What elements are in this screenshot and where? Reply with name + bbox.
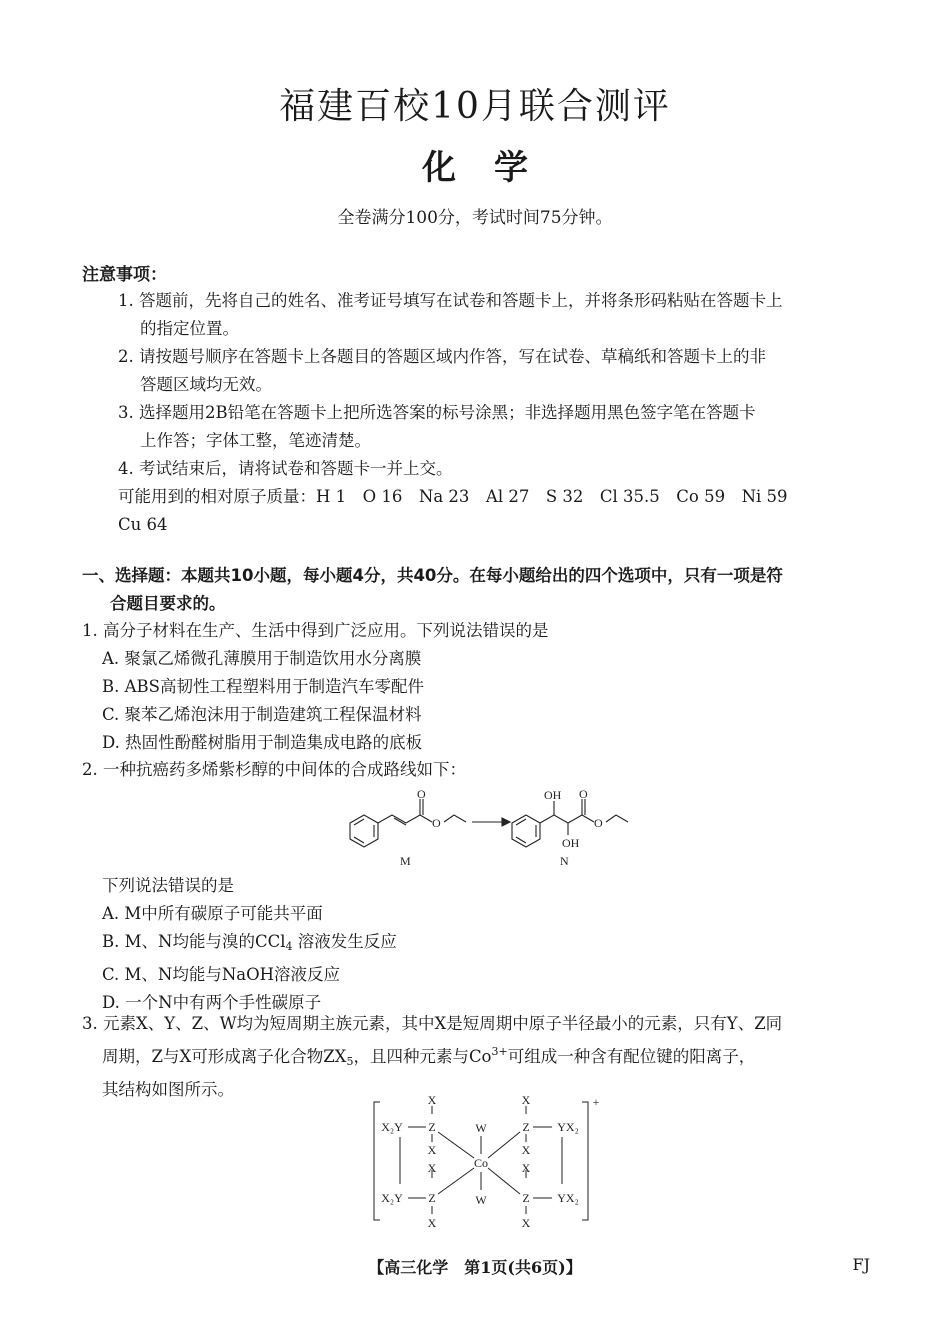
atom-x-bottom-left: X xyxy=(427,1216,437,1230)
ion-charge: + xyxy=(592,1095,600,1109)
question-1-option-a: A. 聚氯乙烯微孔薄膜用于制造饮用水分离膜 xyxy=(102,649,422,668)
question-1-stem: 1. 高分子材料在生产、生活中得到广泛应用。下列说法错误的是 xyxy=(82,621,549,640)
question-1-option-b: B. ABS高韧性工程塑料用于制造汽车零配件 xyxy=(102,677,424,696)
atom-x-top-right: X xyxy=(521,1093,531,1107)
question-3-line2-mid: ，且四种元素与Co xyxy=(353,1047,492,1066)
question-2-option-b-post: 溶液发生反应 xyxy=(297,932,397,951)
atom-x-top-left: X xyxy=(427,1093,437,1107)
molecule-m-label: M xyxy=(400,854,411,868)
atomic-masses-line2: Cu 64 xyxy=(118,515,168,534)
atom-z-upper-right: Z xyxy=(522,1120,530,1134)
molecule-n-ester-o: O xyxy=(594,816,603,830)
question-3-line1: 3. 元素X、Y、Z、W均为短周期主族元素，其中X是短周期中原子半径最小的元素，只有Y、Z同 xyxy=(82,1014,783,1033)
question-3-line2-post: 可组成一种含有配位键的阳离子， xyxy=(507,1047,756,1066)
question-2-question: 下列说法错误的是 xyxy=(102,876,234,895)
atomic-masses-line1: 可能用到的相对原子质量：H 1 O 16 Na 23 Al 27 S 32 Cl 35.5 Co 59 Ni 59 xyxy=(118,487,788,506)
atom-x-mid-left-2: X xyxy=(427,1161,437,1175)
question-1-option-c: C. 聚苯乙烯泡沫用于制造建筑工程保温材料 xyxy=(102,705,422,724)
question-2-option-d: D. 一个N中有两个手性碳原子 xyxy=(102,993,322,1012)
synthesis-route-figure xyxy=(340,785,640,875)
question-2-body xyxy=(82,872,877,1017)
notice-heading: 注意事项： xyxy=(82,265,167,285)
section-one-heading xyxy=(82,562,877,618)
atom-z-lower-right: Z xyxy=(522,1191,530,1205)
question-2-option-b-sub: 4 xyxy=(285,940,293,953)
molecule-m-ester-o: O xyxy=(432,816,441,830)
notice-item-2-line1: 2. 请按题号顺序在答题卡上各题目的答题区域内作答，写在试卷、草稿纸和答题卡上的非 xyxy=(118,347,766,366)
section-one-line1: 一、选择题：本题共10小题，每小题4分，共40分。在每小题给出的四个选项中，只有一项是符 xyxy=(82,566,783,585)
question-3-line3: 其结构如图所示。 xyxy=(102,1080,234,1099)
notice-item-1-line1: 1. 答题前，先将自己的姓名、准考证号填写在试卷和答题卡上，并将条形码粘贴在答题卡上 xyxy=(118,291,783,310)
group-yx2-lower: YX₂ xyxy=(557,1191,579,1205)
question-2-option-b xyxy=(82,928,877,961)
atom-x-bottom-right: X xyxy=(521,1216,531,1230)
question-1-option-d: D. 热固性酚醛树脂用于制造集成电路的底板 xyxy=(102,733,423,752)
exam-title: 福建百校10月联合测评 xyxy=(279,86,671,127)
question-3-line2-sub: 5 xyxy=(346,1055,354,1068)
notice-list xyxy=(118,287,878,539)
notice-item-1 xyxy=(118,287,878,343)
atom-w-top: W xyxy=(475,1121,487,1135)
notice-item-3-line2: 上作答；字体工整，笔迹清楚。 xyxy=(140,431,371,450)
atom-w-bottom: W xyxy=(475,1193,487,1207)
question-2-stem: 2. 一种抗癌药多烯紫杉醇的中间体的合成路线如下： xyxy=(82,760,466,779)
notice-item-2 xyxy=(118,343,878,399)
question-2-option-a: A. M中所有碳原子可能共平面 xyxy=(102,904,323,923)
question-2-option-c: C. M、N均能与NaOH溶液反应 xyxy=(102,965,341,984)
question-3-stem xyxy=(82,1010,877,1104)
group-yx2-upper: YX₂ xyxy=(557,1120,579,1134)
question-3-line2-pre: 周期，Z与X可形成离子化合物ZX xyxy=(102,1047,347,1066)
atom-x-mid-right-2: X xyxy=(521,1161,531,1175)
atom-z-upper-left: Z xyxy=(428,1120,436,1134)
group-x2y-upper: X₂Y xyxy=(381,1120,403,1134)
molecule-n-oh-bottom: OH xyxy=(562,836,580,850)
group-x2y-lower: X₂Y xyxy=(381,1191,403,1205)
molecule-n-carbonyl-o: O xyxy=(579,787,588,801)
molecule-m-carbonyl-o: O xyxy=(417,787,426,801)
complex-ion-structure-figure xyxy=(368,1092,608,1232)
atom-co-center: Co xyxy=(473,1156,489,1170)
question-1 xyxy=(82,617,877,757)
question-3-line2 xyxy=(82,1038,877,1076)
notice-item-3 xyxy=(118,399,878,455)
notice-item-4-line1: 4. 考试结束后，请将试卷和答题卡一并上交。 xyxy=(118,459,453,478)
notice-item-2-line2: 答题区域均无效。 xyxy=(140,375,272,394)
footer-region-code: FJ xyxy=(852,1255,870,1274)
page-footer: 【高三化学 第1页(共6页)】 xyxy=(368,1258,582,1277)
molecule-n-oh-top: OH xyxy=(544,788,562,802)
notice-item-4 xyxy=(118,455,878,483)
molecule-n-label: N xyxy=(560,854,569,868)
question-2-option-b-pre: B. M、N均能与溴的CCl xyxy=(102,932,286,951)
atom-x-mid-right-1: X xyxy=(521,1143,531,1157)
atom-z-lower-left: Z xyxy=(428,1191,436,1205)
section-one-line2: 合题目要求的。 xyxy=(110,594,226,613)
atom-x-mid-left-1: X xyxy=(427,1143,437,1157)
notice-item-3-line1: 3. 选择题用2B铅笔在答题卡上把所选答案的标号涂黑；非选择题用黑色签字笔在答题卡 xyxy=(118,403,756,422)
notice-item-1-line2: 的指定位置。 xyxy=(140,319,239,338)
exam-meta: 全卷满分100分，考试时间75分钟。 xyxy=(337,208,613,228)
exam-subject: 化学 xyxy=(422,148,566,188)
question-3-line2-sup: 3+ xyxy=(491,1045,508,1058)
